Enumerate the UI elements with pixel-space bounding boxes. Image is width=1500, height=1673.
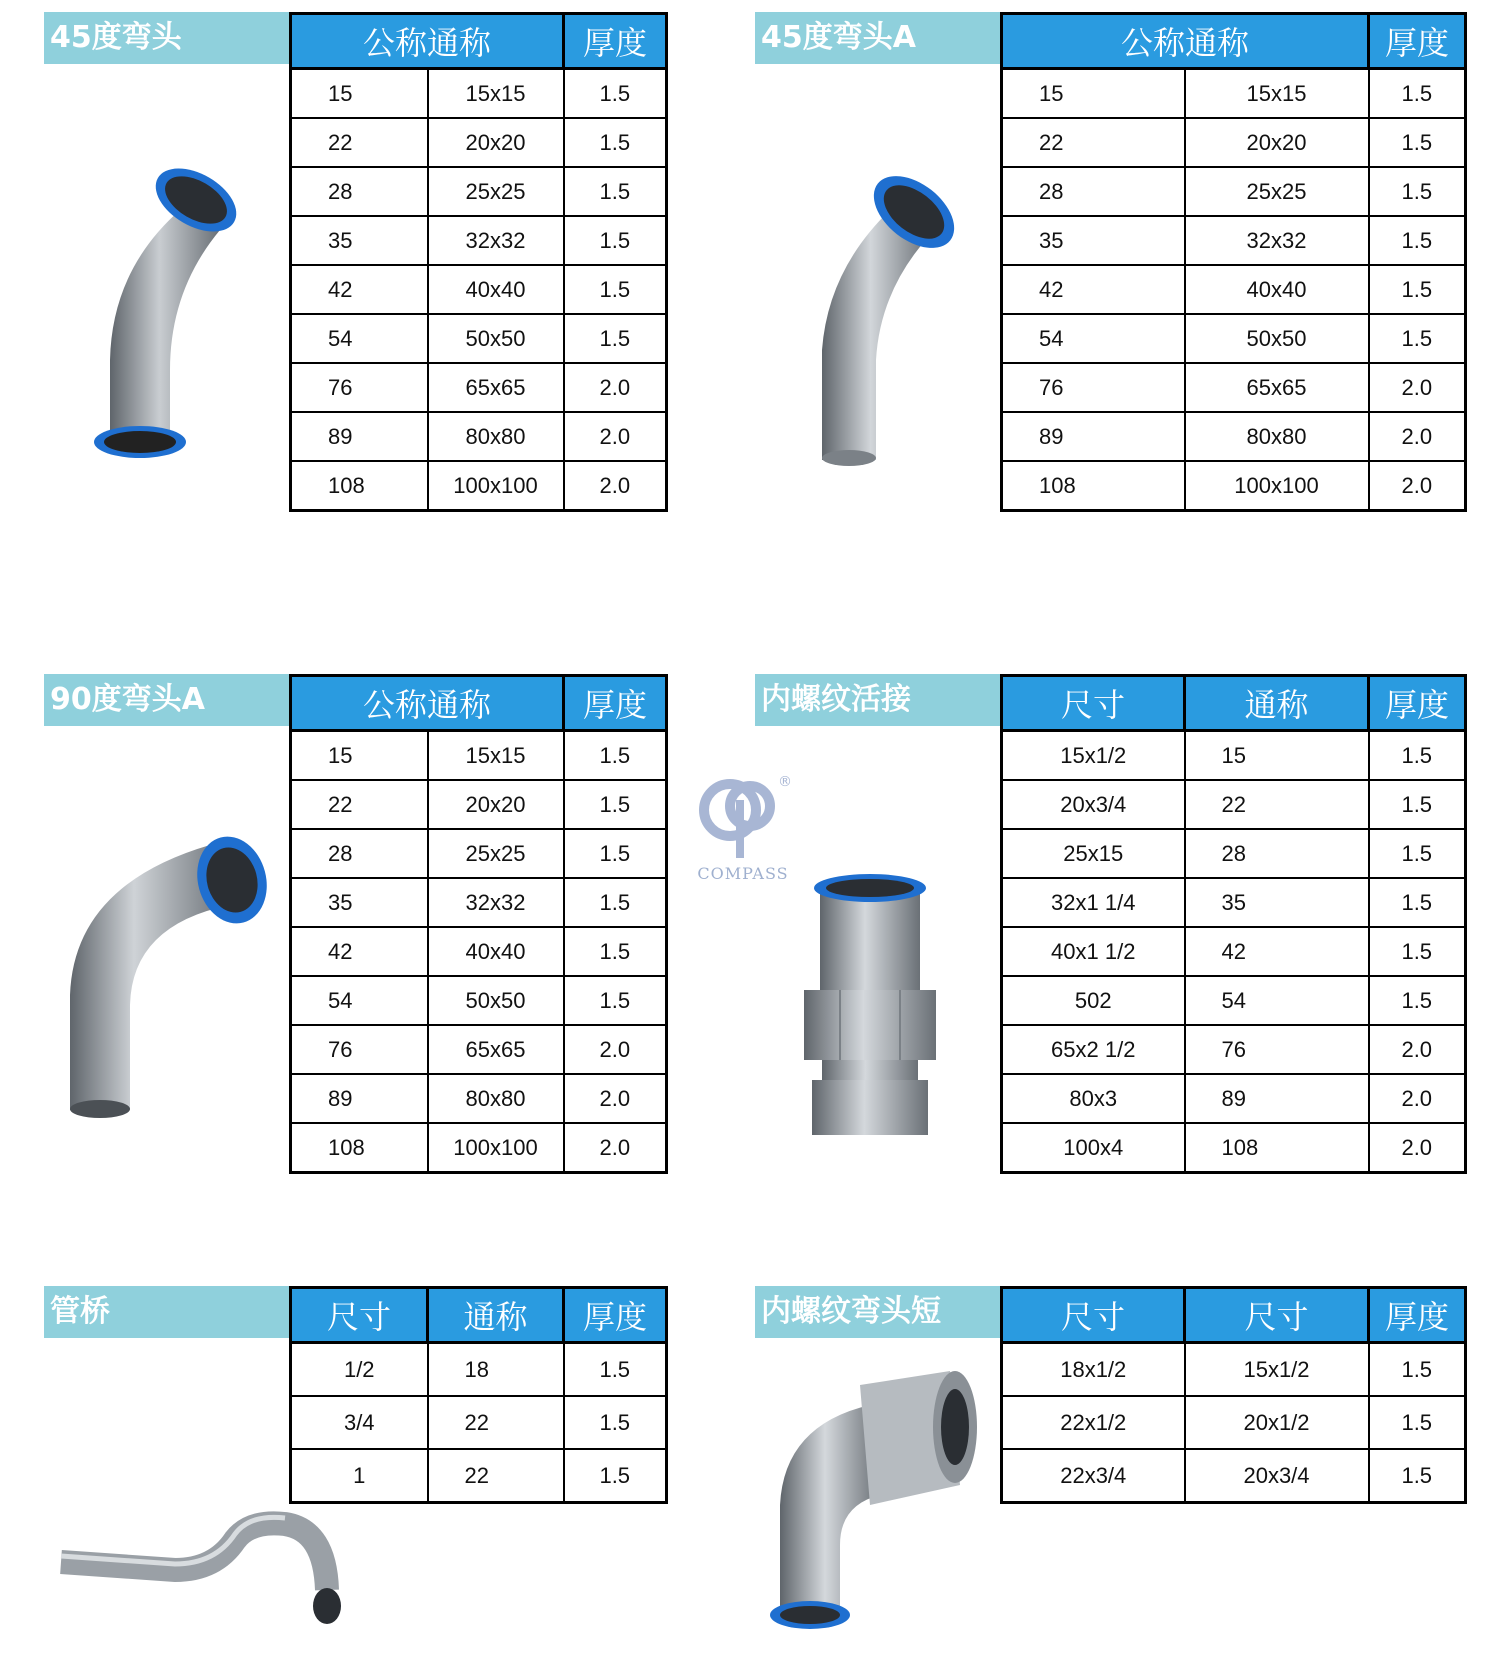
cell-size: 15: [1002, 69, 1185, 119]
cell-nominal: 40x40: [1185, 265, 1369, 314]
cell-size: 54: [1002, 314, 1185, 363]
cell-nominal: 20x1/2: [1185, 1396, 1369, 1449]
elbow-90a-photo: [60, 825, 280, 1125]
cell-thickness: 2.0: [1369, 1025, 1466, 1074]
cell-nominal: 22: [1185, 780, 1369, 829]
cell-thickness: 1.5: [564, 731, 667, 781]
cell-nominal: 18: [428, 1343, 564, 1397]
table-row: [291, 1343, 667, 1397]
table-row: [1002, 780, 1466, 829]
spec-table-45-elbow-a: [1000, 12, 1467, 512]
union-photo: [800, 870, 940, 1140]
header-nominal: 通称: [428, 1288, 564, 1343]
cell-nominal: 22: [428, 1396, 564, 1449]
table-row: [1002, 1123, 1466, 1173]
table-row: [291, 265, 667, 314]
cell-size: 22x1/2: [1002, 1396, 1185, 1449]
header-thickness: 厚度: [564, 14, 667, 69]
cell-thickness: 1.5: [1369, 829, 1466, 878]
cell-size: 76: [291, 363, 428, 412]
cell-thickness: 2.0: [564, 363, 667, 412]
cell-thickness: 1.5: [1369, 780, 1466, 829]
header-nominal: 公称通称: [1002, 14, 1369, 69]
table-row: [1002, 265, 1466, 314]
cell-nominal: 76: [1185, 1025, 1369, 1074]
cell-size: 108: [1002, 461, 1185, 511]
cell-thickness: 2.0: [564, 1074, 667, 1123]
cell-nominal: 25x25: [428, 167, 564, 216]
cell-thickness: 1.5: [564, 1396, 667, 1449]
table-row: [1002, 69, 1466, 119]
table-row: [291, 1074, 667, 1123]
cell-thickness: 1.5: [1369, 167, 1466, 216]
cell-thickness: 1.5: [564, 69, 667, 119]
cell-nominal: 100x100: [428, 461, 564, 511]
cell-nominal: 54: [1185, 976, 1369, 1025]
cell-nominal: 100x100: [1185, 461, 1369, 511]
table-row: [1002, 461, 1466, 511]
table-row: [291, 731, 667, 781]
section-title-45-elbow: 45度弯头: [44, 12, 294, 64]
cell-thickness: 1.5: [1369, 265, 1466, 314]
table-row: [291, 829, 667, 878]
cell-nominal: 15x15: [1185, 69, 1369, 119]
cell-nominal: 15x15: [428, 69, 564, 119]
female-elbow-photo: [760, 1365, 985, 1635]
table-row: [291, 1449, 667, 1503]
cell-thickness: 1.5: [564, 167, 667, 216]
cell-nominal: 40x40: [428, 927, 564, 976]
table-row: [1002, 216, 1466, 265]
cell-thickness: 2.0: [564, 1025, 667, 1074]
compass-watermark: [688, 770, 798, 883]
table-row: [291, 412, 667, 461]
cell-nominal: 65x65: [428, 1025, 564, 1074]
cell-thickness: 1.5: [564, 878, 667, 927]
cell-thickness: 1.5: [1369, 878, 1466, 927]
cell-size: 502: [1002, 976, 1185, 1025]
table-row: [1002, 1449, 1466, 1503]
cell-nominal: 50x50: [428, 976, 564, 1025]
cell-thickness: 1.5: [1369, 927, 1466, 976]
cell-size: 3/4: [291, 1396, 428, 1449]
cell-thickness: 1.5: [564, 1449, 667, 1503]
cell-size: 42: [1002, 265, 1185, 314]
table-row: [1002, 731, 1466, 781]
header-thickness: 厚度: [1369, 676, 1466, 731]
cell-size: 22: [291, 118, 428, 167]
section-title-90-elbow-a: 90度弯头A: [44, 674, 294, 726]
cell-size: 20x3/4: [1002, 780, 1185, 829]
table-row: [291, 363, 667, 412]
cell-size: 35: [291, 878, 428, 927]
cell-size: 89: [1002, 412, 1185, 461]
header-thickness: 厚度: [564, 676, 667, 731]
section-title-female-elbow-short: 内螺纹弯头短: [755, 1286, 1005, 1338]
table-row: [1002, 1025, 1466, 1074]
table-row: [291, 461, 667, 511]
cell-nominal: 89: [1185, 1074, 1369, 1123]
cell-size: 42: [291, 265, 428, 314]
cell-nominal: 25x25: [428, 829, 564, 878]
cell-size: 35: [291, 216, 428, 265]
watermark-brand: COMPASS: [697, 864, 789, 883]
header-nominal: 公称通称: [291, 676, 564, 731]
cell-thickness: 1.5: [564, 976, 667, 1025]
cell-size: 108: [291, 1123, 428, 1173]
table-row: [1002, 363, 1466, 412]
table-row: [291, 216, 667, 265]
cell-size: 28: [291, 167, 428, 216]
cell-thickness: 2.0: [1369, 363, 1466, 412]
table-row: [1002, 167, 1466, 216]
cell-size: 1/2: [291, 1343, 428, 1397]
section-title-45-elbow-a: 45度弯头A: [755, 12, 1005, 64]
table-row: [1002, 118, 1466, 167]
cell-nominal: 20x20: [428, 780, 564, 829]
cell-thickness: 2.0: [564, 1123, 667, 1173]
header-thickness: 厚度: [564, 1288, 667, 1343]
table-row: [291, 314, 667, 363]
cell-nominal: 32x32: [428, 216, 564, 265]
pipe-bridge-photo: [55, 1510, 345, 1630]
cell-thickness: 1.5: [1369, 731, 1466, 781]
cell-size: 18x1/2: [1002, 1343, 1185, 1397]
spec-table-90-elbow-a: [289, 674, 668, 1174]
table-row: [1002, 412, 1466, 461]
cell-size: 40x1 1/2: [1002, 927, 1185, 976]
cell-nominal: 42: [1185, 927, 1369, 976]
cell-thickness: 1.5: [1369, 69, 1466, 119]
cell-nominal: 35: [1185, 878, 1369, 927]
table-row: [291, 167, 667, 216]
cell-size: 100x4: [1002, 1123, 1185, 1173]
cell-size: 76: [1002, 363, 1185, 412]
cell-thickness: 2.0: [1369, 461, 1466, 511]
spec-table-pipe-bridge: [289, 1286, 668, 1504]
table-row: [291, 1123, 667, 1173]
table-row: [1002, 314, 1466, 363]
elbow-45-photo: [70, 150, 260, 470]
cell-thickness: 1.5: [1369, 216, 1466, 265]
table-row: [291, 780, 667, 829]
cell-nominal: 80x80: [428, 1074, 564, 1123]
header-size: 尺寸: [291, 1288, 428, 1343]
cell-thickness: 1.5: [564, 927, 667, 976]
cell-thickness: 1.5: [1369, 976, 1466, 1025]
cell-size: 89: [291, 1074, 428, 1123]
cell-thickness: 2.0: [1369, 1123, 1466, 1173]
section-title-female-union: 内螺纹活接: [755, 674, 1005, 726]
table-row: [291, 878, 667, 927]
cell-thickness: 2.0: [564, 412, 667, 461]
cell-thickness: 1.5: [564, 265, 667, 314]
cell-nominal: 32x32: [1185, 216, 1369, 265]
table-row: [1002, 1074, 1466, 1123]
section-title-pipe-bridge: 管桥: [44, 1286, 294, 1338]
cell-nominal: 100x100: [428, 1123, 564, 1173]
spec-table-female-elbow-short: [1000, 1286, 1467, 1504]
header-size: 尺寸: [1002, 676, 1185, 731]
cell-thickness: 2.0: [564, 461, 667, 511]
registered-mark: ®: [778, 774, 792, 790]
cell-size: 22x3/4: [1002, 1449, 1185, 1503]
cell-size: 80x3: [1002, 1074, 1185, 1123]
cell-thickness: 2.0: [1369, 412, 1466, 461]
table-row: [1002, 1396, 1466, 1449]
cell-nominal: 22: [428, 1449, 564, 1503]
cell-size: 28: [1002, 167, 1185, 216]
cell-thickness: 1.5: [1369, 118, 1466, 167]
header-nominal: 通称: [1185, 676, 1369, 731]
cell-size: 42: [291, 927, 428, 976]
table-row: [1002, 878, 1466, 927]
cell-thickness: 1.5: [1369, 1343, 1466, 1397]
cell-size: 1: [291, 1449, 428, 1503]
cell-nominal: 50x50: [428, 314, 564, 363]
cell-nominal: 32x32: [428, 878, 564, 927]
cell-nominal: 15x1/2: [1185, 1343, 1369, 1397]
table-row: [1002, 1343, 1466, 1397]
header-size-2: 尺寸: [1185, 1288, 1369, 1343]
table-row: [291, 1396, 667, 1449]
table-row: [291, 927, 667, 976]
cell-size: 25x15: [1002, 829, 1185, 878]
cell-nominal: 80x80: [428, 412, 564, 461]
cell-thickness: 1.5: [1369, 1396, 1466, 1449]
cell-nominal: 15x15: [428, 731, 564, 781]
cell-thickness: 1.5: [564, 1343, 667, 1397]
cell-nominal: 50x50: [1185, 314, 1369, 363]
cell-nominal: 20x20: [1185, 118, 1369, 167]
table-row: [291, 976, 667, 1025]
cell-size: 76: [291, 1025, 428, 1074]
cell-size: 89: [291, 412, 428, 461]
spec-table-45-elbow: [289, 12, 668, 512]
header-nominal: 公称通称: [291, 14, 564, 69]
cell-nominal: 65x65: [428, 363, 564, 412]
header-size: 尺寸: [1002, 1288, 1185, 1343]
cell-nominal: 25x25: [1185, 167, 1369, 216]
cell-thickness: 1.5: [564, 216, 667, 265]
cell-nominal: 28: [1185, 829, 1369, 878]
cell-size: 108: [291, 461, 428, 511]
cell-size: 35: [1002, 216, 1185, 265]
cell-nominal: 20x20: [428, 118, 564, 167]
cell-nominal: 20x3/4: [1185, 1449, 1369, 1503]
cell-size: 32x1 1/4: [1002, 878, 1185, 927]
cell-nominal: 108: [1185, 1123, 1369, 1173]
cell-thickness: 1.5: [1369, 314, 1466, 363]
spec-table-female-union: [1000, 674, 1467, 1174]
cell-size: 28: [291, 829, 428, 878]
cell-thickness: 1.5: [564, 780, 667, 829]
cell-thickness: 1.5: [564, 829, 667, 878]
header-thickness: 厚度: [1369, 1288, 1466, 1343]
elbow-45a-photo: [810, 160, 1000, 480]
table-row: [291, 1025, 667, 1074]
cell-thickness: 1.5: [1369, 1449, 1466, 1503]
cell-nominal: 40x40: [428, 265, 564, 314]
cell-size: 22: [1002, 118, 1185, 167]
cell-size: 15: [291, 731, 428, 781]
cell-size: 54: [291, 976, 428, 1025]
compass-logo: [698, 770, 792, 860]
table-row: [1002, 927, 1466, 976]
cell-thickness: 1.5: [564, 118, 667, 167]
cell-size: 15: [291, 69, 428, 119]
table-row: [1002, 829, 1466, 878]
cell-size: 22: [291, 780, 428, 829]
cell-thickness: 1.5: [564, 314, 667, 363]
cell-size: 15x1/2: [1002, 731, 1185, 781]
table-row: [291, 69, 667, 119]
header-thickness: 厚度: [1369, 14, 1466, 69]
cell-nominal: 15: [1185, 731, 1369, 781]
cell-size: 54: [291, 314, 428, 363]
cell-nominal: 65x65: [1185, 363, 1369, 412]
table-row: [1002, 976, 1466, 1025]
cell-thickness: 2.0: [1369, 1074, 1466, 1123]
cell-size: 65x2 1/2: [1002, 1025, 1185, 1074]
cell-nominal: 80x80: [1185, 412, 1369, 461]
table-row: [291, 118, 667, 167]
